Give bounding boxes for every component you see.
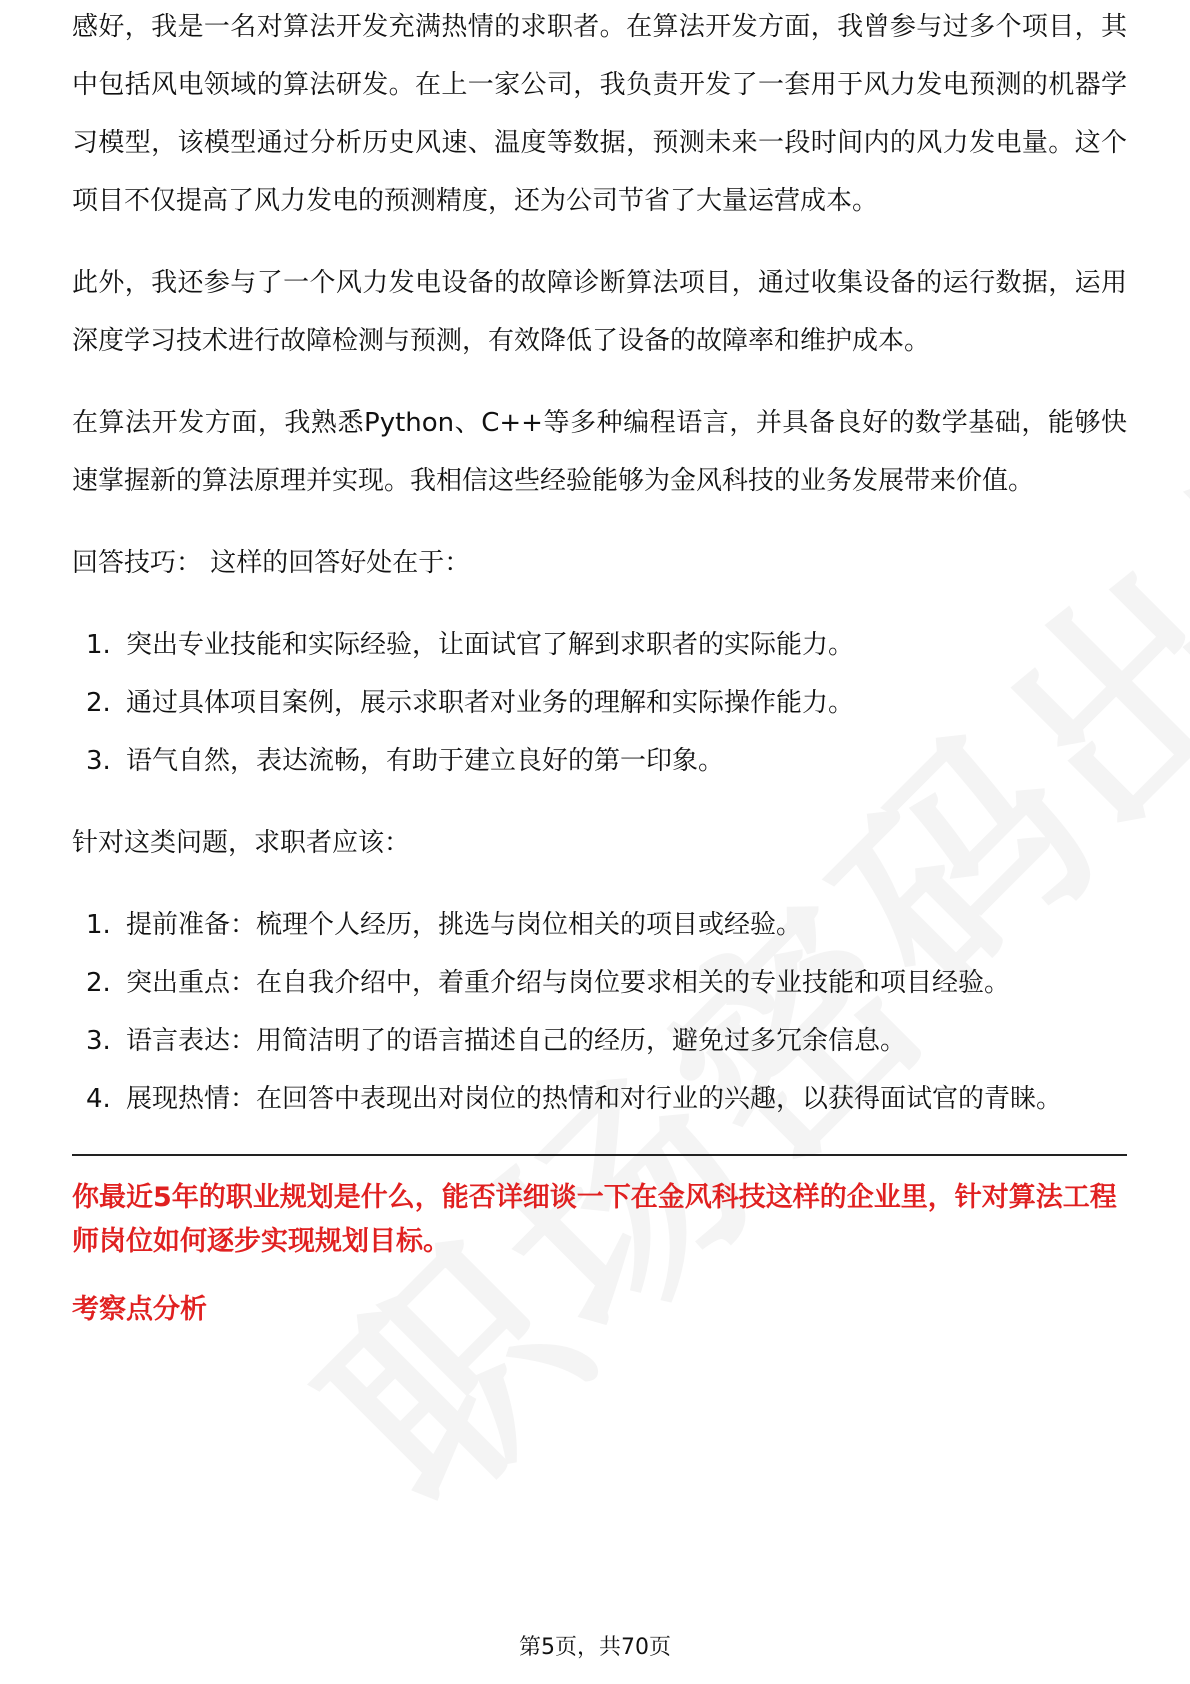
list-number: 4. <box>86 1084 111 1114</box>
advice-intro: 针对这类问题，求职者应该： <box>72 828 411 858</box>
advice-list <box>72 896 1127 1128</box>
list-number: 2. <box>86 968 111 998</box>
list-number: 1. <box>86 630 111 660</box>
paragraph-2: 此外，我还参与了一个风力发电设备的故障诊断算法项目，通过收集设备的运行数据，运用深度学习技术进行故障检测与预测，有效降低了设备的故障率和维护成本。 <box>72 268 1127 356</box>
list-item <box>72 954 1127 1012</box>
list-text: 语言表达：用简洁明了的语言描述自己的经历，避免过多冗余信息。 <box>126 1026 907 1056</box>
page-number-footer: 第5页，共70页 <box>519 1635 671 1660</box>
list-item <box>72 1070 1127 1128</box>
list-number: 1. <box>86 910 111 940</box>
list-text: 展现热情：在回答中表现出对岗位的热情和对行业的兴趣，以获得面试官的青睐。 <box>126 1084 1063 1114</box>
list-item <box>72 1012 1127 1070</box>
tips-list <box>72 616 1127 790</box>
section-heading: 考察点分析 <box>72 1294 207 1325</box>
list-item <box>72 674 1127 732</box>
list-number: 3. <box>86 1026 111 1056</box>
list-text: 通过具体项目案例，展示求职者对业务的理解和实际操作能力。 <box>126 688 855 718</box>
list-number: 2. <box>86 688 111 718</box>
page-content <box>72 12 1127 1332</box>
section-divider <box>72 1154 1127 1156</box>
list-item <box>72 896 1127 954</box>
list-text: 语气自然，表达流畅，有助于建立良好的第一印象。 <box>126 746 725 776</box>
tips-intro: 回答技巧： 这样的回答好处在于： <box>72 548 471 578</box>
list-text: 突出专业技能和实际经验，让面试官了解到求职者的实际能力。 <box>126 630 855 660</box>
list-number: 3. <box>86 746 111 776</box>
paragraph-1: 感好，我是一名对算法开发充满热情的求职者。在算法开发方面，我曾参与过多个项目，其中包括风电领域的算法研发。在上一家公司，我负责开发了一套用于风力发电预测的机器学习模型，该模型通过分析历史风速、温度等数据，预测未来一段时间内的风力发电量。这个项目不仅提高了风力发电的预测精度，还为公司节省了大量运营成本。 <box>72 12 1127 216</box>
list-item <box>72 732 1127 790</box>
paragraph-3: 在算法开发方面，我熟悉Python、C++等多种编程语言，并具备良好的数学基础，能够快速掌握新的算法原理并实现。我相信这些经验能够为金风科技的业务发展带来价值。 <box>72 408 1127 496</box>
next-question: 你最近5年的职业规划是什么，能否详细谈一下在金风科技这样的企业里，针对算法工程师岗位如何逐步实现规划目标。 <box>72 1182 1117 1257</box>
list-item <box>72 616 1127 674</box>
list-text: 提前准备：梳理个人经历，挑选与岗位相关的项目或经验。 <box>126 910 803 940</box>
list-text: 突出重点：在自我介绍中，着重介绍与岗位要求相关的专业技能和项目经验。 <box>126 968 1011 998</box>
